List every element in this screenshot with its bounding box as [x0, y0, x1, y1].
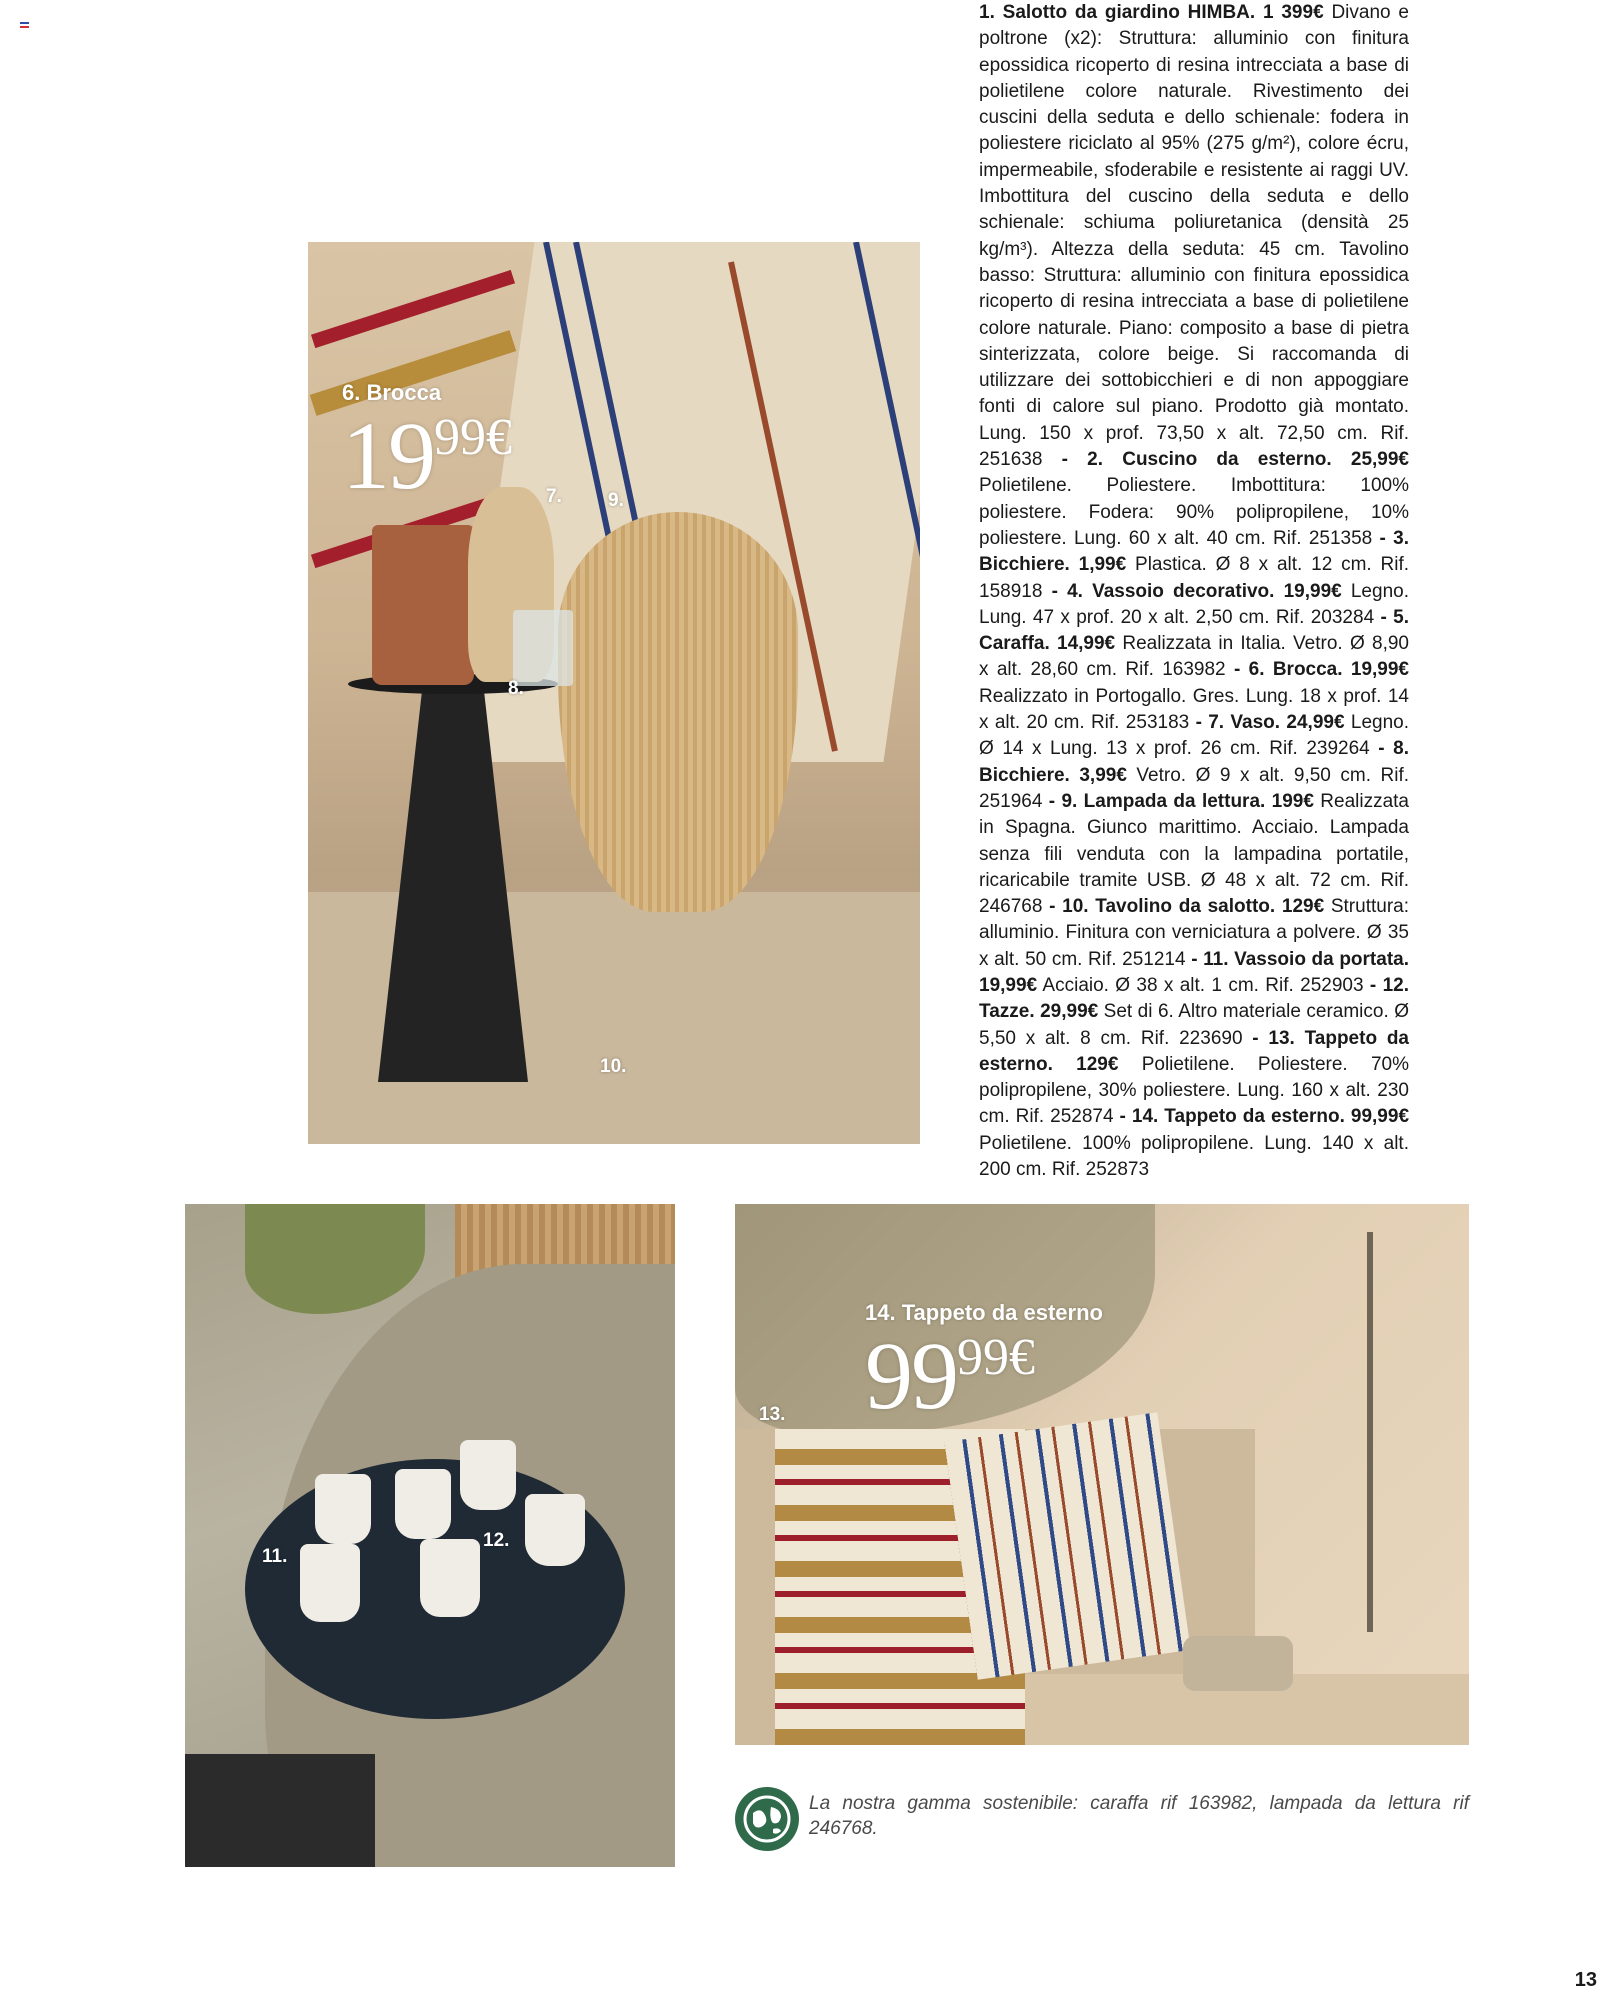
- product-details: Divano e poltrone (x2): Struttura: alluminio con finitura epossidica ricoperto di resina intrecciata a base di polietilene colore naturale. Rivestimento dei cuscini della seduta e dello schienale: fodera in poliestere riciclato al 95% (275 g/m²), colore écru, impermeabile, sfoderabile e resistente ai raggi UV. Imbottitura del cuscino della seduta e dello schienale: schiuma poliuretanica (densità 25 kg/m³). Altezza della seduta: 45 cm. Tavolino basso: Struttura: alluminio con finitura epossidica ricoperto di resina intrecciata a base di polietilene colore naturale. Piano: composito a base di pietra sinterizzata, colore beige. Si raccomanda di utilizzare dei sottobicchieri e di non appoggiare fonti di calore sul piano. Prodotto già montato. Lung. 150 x prof. 73,50 x alt. 72,50 cm. Rif. 251638: [979, 2, 1409, 471]
- eco-note-text: La nostra gamma sostenibile: caraffa rif 163982, lampada da lettura rif 246768.: [809, 1793, 1469, 1839]
- marker-11: 11.: [262, 1546, 288, 1567]
- marker-8: 8.: [508, 678, 524, 699]
- product-title-price: - 12. Tazze. 29,99€: [979, 974, 1409, 1023]
- stone-basin: [1183, 1636, 1293, 1691]
- marker-7: 7.: [546, 486, 562, 507]
- product-title-price: - 14. Tappeto da esterno. 99,99€: [1119, 1106, 1410, 1128]
- dark-cushion: [185, 1754, 375, 1867]
- product-title-price: - 8. Bicchiere. 3,99€: [979, 738, 1410, 786]
- product-details: Set di 6. Altro materiale ceramico. Ø 5,50 x alt. 8 cm. Rif. 223690: [979, 1001, 1409, 1049]
- product-title-price: 1. Salotto da giardino HIMBA. 1 399€: [979, 2, 1324, 23]
- product-details: Polietilene. 100% polipropilene. Lung. 140 x alt. 200 cm. Rif. 252873: [979, 1132, 1409, 1181]
- description-paragraph: [979, 0, 1409, 1183]
- product-title-price: - 11. Vassoio da portata. 19,99€: [979, 948, 1409, 996]
- product-title-price: - 10. Tavolino da salotto. 129€: [1049, 896, 1325, 918]
- product-details: Legno. Ø 14 x Lung. 13 x prof. 26 cm. Rif. 239264: [979, 712, 1409, 760]
- product-description: [979, 0, 1409, 1183]
- product-label-tappeto: 14. Tappeto da esterno: [865, 1300, 1103, 1325]
- price-integer: 99: [865, 1322, 957, 1429]
- flag-icon: [20, 22, 29, 28]
- cup: [525, 1494, 585, 1566]
- marker-10: 10.: [600, 1056, 627, 1077]
- product-title-price: - 4. Vassoio decorativo. 19,99€: [1051, 580, 1342, 602]
- cup: [460, 1440, 516, 1510]
- product-title-price: - 3. Bicchiere. 1,99€: [979, 527, 1410, 576]
- photo-cups-tray: [185, 1204, 675, 1867]
- terracotta-jug: [372, 525, 474, 685]
- product-title-price: - 5. Caraffa. 14,99€: [979, 606, 1410, 655]
- photo-outdoor-rugs: [735, 1204, 1469, 1745]
- price-integer: 19: [342, 402, 434, 509]
- price-tappeto: [865, 1322, 1035, 1429]
- product-title-price: - 9. Lampada da lettura. 199€: [1048, 790, 1314, 812]
- product-details: Realizzata in Spagna. Giunco marittimo. Acciaio. Lampada senza fili venduta con la lampadina portatile, ricaricabile tramite USB. Ø 48 x alt. 72 cm. Rif. 246768: [979, 790, 1409, 918]
- cup: [300, 1544, 360, 1622]
- product-details: Realizzata in Italia. Vetro. Ø 8,90 x alt. 28,60 cm. Rif. 163982: [979, 633, 1409, 681]
- product-details: Legno. Lung. 47 x prof. 20 x alt. 2,50 cm. Rif. 203284: [979, 580, 1409, 628]
- product-label-brocca: 6. Brocca: [342, 380, 442, 405]
- sustainable-range-note: [735, 1785, 1469, 1855]
- product-title-price: - 6. Brocca. 19,99€: [1233, 659, 1409, 681]
- product-details: Struttura: alluminio. Finitura con verniciatura a polvere. Ø 35 x alt. 50 cm. Rif. 251214: [979, 896, 1409, 970]
- product-details: Plastica. Ø 8 x alt. 12 cm. Rif. 158918: [979, 554, 1410, 602]
- product-title-price: - 7. Vaso. 24,99€: [1195, 712, 1345, 734]
- price-currency: €: [486, 409, 512, 466]
- product-details: Vetro. Ø 9 x alt. 9,50 cm. Rif. 251964: [979, 764, 1410, 812]
- photo-side-table-lamp: [308, 242, 920, 1144]
- product-title-price: - 13. Tappeto da esterno. 129€: [979, 1027, 1409, 1075]
- price-brocca: [342, 402, 512, 509]
- rattan-lamp: [558, 512, 798, 912]
- marker-9: 9.: [608, 490, 624, 511]
- price-decimals: 99: [957, 1329, 1009, 1386]
- globe-leaf-icon: [735, 1787, 799, 1851]
- cup: [395, 1469, 451, 1539]
- marker-12: 12.: [483, 1530, 510, 1551]
- marker-13: 13.: [759, 1404, 786, 1425]
- product-title-price: - 2. Cuscino da esterno. 25,99€: [1061, 449, 1410, 471]
- price-currency: €: [1009, 1329, 1035, 1386]
- product-details: Polietilene. Poliestere. 70% polipropilene, 30% poliestere. Lung. 160 x alt. 230 cm. Rif. 252874: [979, 1053, 1409, 1128]
- product-details: Acciaio. Ø 38 x alt. 1 cm. Rif. 252903: [1037, 974, 1370, 996]
- cup: [420, 1539, 480, 1617]
- glass: [513, 610, 573, 686]
- product-details: Realizzato in Portogallo. Gres. Lung. 18 x prof. 14 x alt. 20 cm. Rif. 253183: [979, 685, 1409, 734]
- rug-stripe: [311, 270, 515, 348]
- product-details: Polietilene. Poliestere. Imbottitura: 100% poliestere. Fodera: 90% polipropilene, 10% poliestere. Lung. 60 x alt. 40 cm. Rif. 251358: [979, 475, 1409, 549]
- outdoor-shower: [1367, 1232, 1373, 1632]
- price-decimals: 99: [434, 409, 486, 466]
- rug-blue-stripes: [944, 1412, 1190, 1680]
- grass: [245, 1204, 425, 1314]
- page-number: 13: [1574, 1969, 1597, 1991]
- cup: [315, 1474, 371, 1544]
